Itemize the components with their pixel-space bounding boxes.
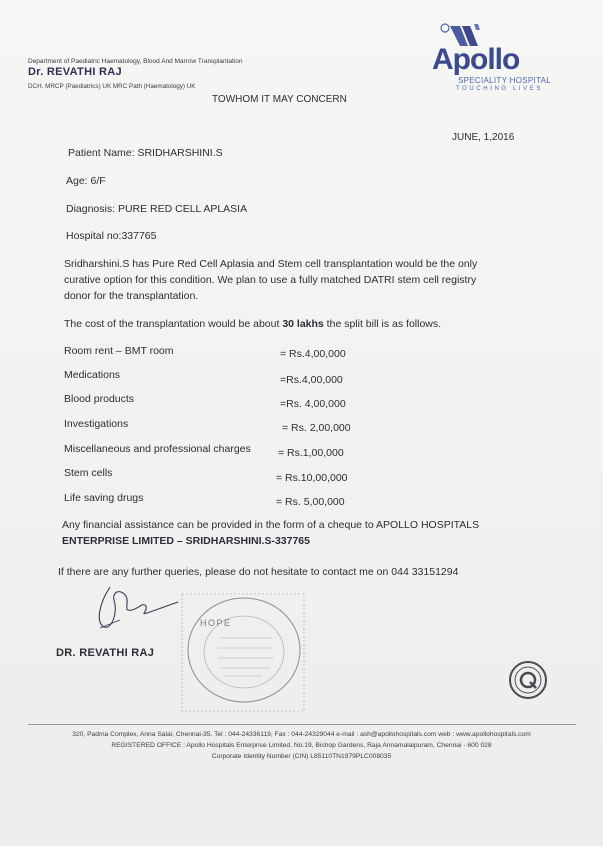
signature-icon [90, 582, 180, 637]
cost-label: Medications [64, 369, 121, 381]
stamp-label: HOPE [200, 618, 232, 628]
cost-intro [64, 318, 441, 330]
cost-label: Miscellaneous and professional charges [64, 443, 251, 455]
nabh-seal-icon [508, 660, 548, 700]
hospital-number: Hospital no:337765 [66, 230, 157, 242]
assistance-line1: Any financial assistance can be provided in the form of a cheque to APOLLO HOSPITALS [62, 519, 480, 531]
signatory-name: DR. REVATHI RAJ [56, 647, 155, 659]
cost-value: = Rs. 2,00,000 [282, 422, 351, 434]
footer-address: 320, Padma Complex, Anna Salai, Chennai-35. Tel : 044-24336119, Fax : 044-24329044 e-mail : ash@apollohospitals.com web : www.apollohospitals.com [72, 731, 531, 738]
logo-wordmark: Apollo [432, 43, 520, 76]
queries-line: If there are any further queries, please do not hesitate to contact me on 044 33151294 [58, 566, 459, 578]
cost-value: =Rs.4,00,000 [280, 374, 343, 386]
cost-label: Life saving drugs [64, 492, 144, 504]
footer-cin: Corporate Identity Number (CIN) L85110TN1979PLC008035 [211, 753, 392, 760]
cost-intro-pre: The cost of the transplantation would be about [64, 318, 283, 330]
patient-diagnosis: Diagnosis: PURE RED CELL APLASIA [66, 203, 248, 215]
cost-label: Stem cells [64, 467, 113, 479]
letter-heading: TOWHOM IT MAY CONCERN [212, 94, 347, 105]
cost-total: 30 lakhs [282, 318, 324, 330]
para1-line3: donor for the transplantation. [64, 290, 199, 302]
letter-date: JUNE, 1,2016 [452, 132, 515, 143]
cost-label: Blood products [64, 393, 135, 405]
doctor-qualifications: DCH. MRCP (Paediatrics) UK MRC Path (Haematology) UK [28, 83, 196, 90]
logo-subtitle: SPECIALITY HOSPITAL [458, 76, 551, 85]
logo-tagline: TOUCHING LIVES [456, 86, 543, 92]
footer-divider [28, 724, 576, 725]
cost-value: = Rs. 5,00,000 [276, 496, 345, 508]
cost-intro-post: the split bill is as follows. [323, 318, 442, 330]
para1-line1: Sridharshini.S has Pure Red Cell Aplasia and Stem cell transplantation would be the only [64, 258, 478, 270]
footer-registered-office: REGISTERED OFFICE : Apollo Hospitals Enterprise Limited, No.19, Bishop Gardens, Raja Annamalaipuram, Chennai - 600 028 [111, 742, 492, 749]
hospital-stamp-icon [178, 590, 308, 715]
doctor-name: Dr. REVATHI RAJ [28, 66, 122, 78]
department-line: Department of Paediatric Haematology, Blood And Marrow Transplantation [28, 58, 243, 65]
patient-name: Patient Name: SRIDHARSHINI.S [68, 147, 223, 159]
cost-value: = Rs.1,00,000 [278, 447, 344, 459]
cost-label: Investigations [64, 418, 129, 430]
assistance-line2: ENTERPRISE LIMITED – SRIDHARSHINI.S-337765 [62, 535, 310, 547]
cost-value: =Rs. 4,00,000 [280, 398, 346, 410]
cost-value: = Rs.10,00,000 [276, 472, 348, 484]
cost-value: = Rs.4,00,000 [280, 348, 346, 360]
patient-age: Age: 6/F [66, 175, 106, 187]
cost-label: Room rent – BMT room [64, 345, 174, 357]
para1-line2: curative option for this condition. We plan to use a fully matched DATRI stem cell registry [64, 274, 477, 286]
